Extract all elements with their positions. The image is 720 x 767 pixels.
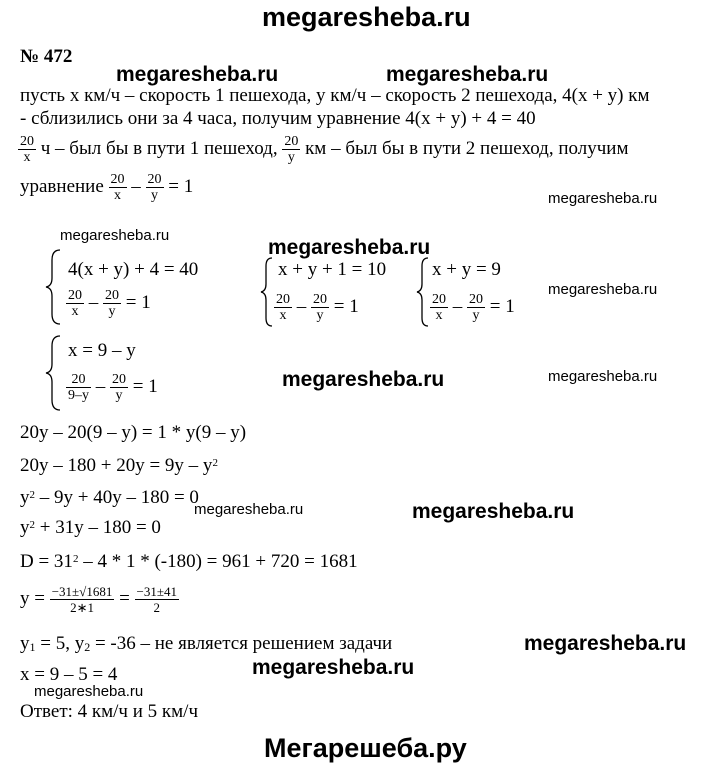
watermark: megaresheba.ru — [548, 281, 658, 298]
solution-line-2: $20y - 180 + 20y = 9y - y^2$ — [20, 455, 218, 476]
problem-number: № 472 — [20, 46, 73, 67]
system1-line2: $\frac{20}{x}$ – $\frac{20}{y}$ = 1 — [68, 288, 151, 319]
site-header: megaresheba.ru — [262, 2, 471, 32]
brace-icon — [44, 248, 62, 326]
fraction: $\frac{20}{x}$ — [20, 134, 34, 165]
system1-line1: 4(x + y) + 4 = 40 — [68, 259, 199, 280]
watermark: megaresheba.ru — [60, 227, 170, 244]
text-line-3: $\frac{20}{x}$ ч – был бы в пути 1 пешеход, $\frac{20}{y}$ км – был бы в пути 2 пешеход, получим — [20, 134, 629, 165]
fraction: $\frac{-31\pm√1681}{2∗1}$ — [51, 584, 113, 615]
watermark: megaresheba.ru — [34, 683, 144, 700]
system3-line2: $\frac{20}{x}$ – $\frac{20}{y}$ = 1 — [432, 292, 515, 323]
site-footer: Мегарешеба.ру — [264, 733, 467, 763]
brace-icon — [260, 256, 274, 328]
text-line-2: - сблизились они за 4 часа, получим уравнение 4(х + у) + 4 = 40 — [20, 108, 536, 129]
system3-line1: x + y = 9 — [432, 259, 501, 280]
watermark: megaresheba.ru — [252, 656, 415, 679]
watermark: megaresheba.ru — [524, 632, 687, 655]
brace-icon — [44, 334, 62, 412]
answer-line: Ответ: 4 км/ч и 5 км/ч — [20, 701, 198, 722]
system2-line2: $\frac{20}{x}$ – $\frac{20}{y}$ = 1 — [276, 292, 359, 323]
system2-line1: x + y + 1 = 10 — [278, 259, 387, 280]
text-line-4: уравнение $\frac{20}{x}$ – $\frac{20}{y}$ = 1 — [20, 172, 194, 203]
fraction: $\frac{-31\pm 41}{2}$ — [136, 584, 178, 615]
solution-line-1: 20y – 20(9 – y) = 1 * y(9 – y) — [20, 422, 247, 443]
solution-line-3: $y^2 - 9y + 40y - 180 = 0$ — [20, 487, 199, 508]
watermark: megaresheba.ru — [194, 501, 304, 518]
solution-line-4: $y^2 + 31y - 180 = 0$ — [20, 517, 161, 538]
fraction: $\frac{20}{y}$ — [147, 172, 162, 203]
solution-line-8: x = 9 – 5 = 4 — [20, 664, 118, 685]
watermark: megaresheba.ru — [548, 368, 658, 385]
watermark: megaresheba.ru — [116, 63, 279, 86]
system4-line2: $\frac{20}{9-y}$ – $\frac{20}{y}$ = 1 — [68, 372, 158, 403]
watermark: megaresheba.ru — [268, 236, 431, 259]
fraction: $\frac{20}{y}$ — [284, 134, 299, 165]
watermark: megaresheba.ru — [386, 63, 549, 86]
watermark: megaresheba.ru — [412, 500, 575, 523]
solution-line-6: y = $\frac{-31\pm√1681}{2∗1}$ = $\frac{-31\pm 41}{2}$ — [20, 584, 178, 615]
text-line-1: пусть х км/ч – скорость 1 пешехода, у км/ч – скорость 2 пешехода, 4(х + у) км — [20, 85, 650, 106]
watermark: megaresheba.ru — [282, 368, 445, 391]
system4-line1: x = 9 – y — [68, 340, 136, 361]
watermark: megaresheba.ru — [548, 190, 658, 207]
fraction: $\frac{20}{x}$ — [110, 172, 125, 203]
solution-line-5: $D = 31^2 - 4 * 1 * (-180) = 961 + 720 = 1681$ — [20, 551, 358, 572]
brace-icon — [416, 256, 430, 328]
solution-line-7: $y_1 = 5$, $y_2 = -36$ – не является решением задачи — [20, 633, 393, 654]
